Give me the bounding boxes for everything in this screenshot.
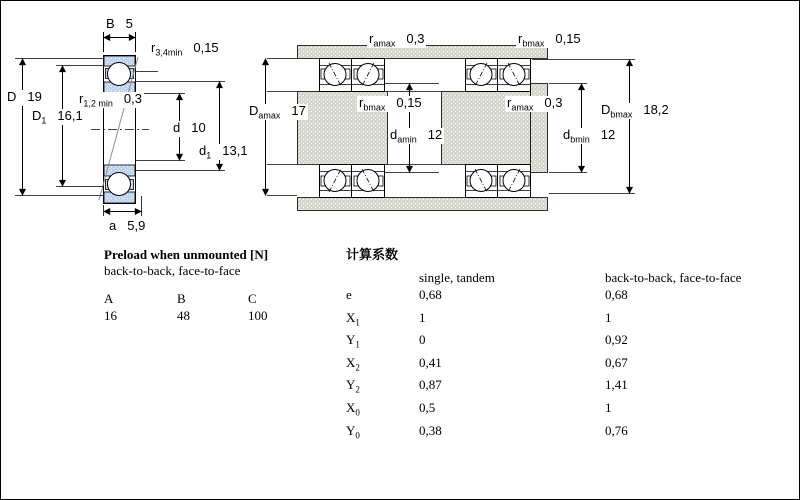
factors-table-title: 计算系数	[346, 247, 399, 262]
factor-value-single: 1	[419, 309, 426, 325]
preload-col-header: A	[104, 291, 114, 306]
calculation-factors-table	[346, 247, 766, 444]
factor-value-single: 0	[419, 332, 426, 348]
dim-label-d1: $d_1$ 13,1	[199, 143, 248, 161]
dim-label-dbmin: $d_{bmin}$ 12	[563, 127, 616, 145]
factor-value-single: 0,38	[419, 422, 442, 438]
preload-value: 100	[248, 308, 268, 323]
factor-value-paired: 1,41	[605, 377, 628, 393]
factor-value-single: 0,87	[419, 377, 442, 393]
dim-label-rbmax-mid: $r_{bmax}$ 0,15	[359, 95, 422, 113]
dim-label-ramax-mid: $r_{amax}$ 0,3	[369, 31, 425, 49]
dim-label-Dbmax: $D_{bmax}$ 18,2	[601, 102, 669, 120]
factors-col-header-paired: back-to-back, face-to-face	[605, 270, 742, 285]
dim-label-Damax: $D_{amax}$ 17	[249, 103, 306, 121]
factor-symbol: $X_1$	[346, 309, 360, 328]
preload-value: 48	[177, 308, 190, 323]
preload-value: 16	[104, 308, 117, 323]
preload-table-title: Preload when unmounted [N]	[104, 247, 269, 262]
factor-symbol: $X_0$	[346, 399, 360, 418]
dim-label-d: d 10	[173, 120, 206, 135]
preload-table-subtitle: back-to-back, face-to-face	[104, 263, 241, 278]
factor-value-paired: 0,67	[605, 354, 628, 370]
dim-label-D1: $D_1$ 16,1	[32, 108, 83, 126]
factor-symbol: $Y_2$	[346, 377, 360, 395]
dim-label-a: a 5,9	[109, 218, 146, 233]
dim-label-B: B 5	[106, 16, 133, 31]
dim-label-r34min: $r_{3,4min}$ 0,15	[151, 40, 219, 58]
dim-label-rbmax-right: $r_{bmax}$ 0,15	[518, 31, 581, 49]
factor-value-paired: 1	[605, 399, 612, 415]
factor-value-single: 0,41	[419, 354, 442, 370]
dim-label-D: D 19	[7, 89, 42, 104]
dim-label-ramax-right: $r_{amax}$ 0,3	[507, 95, 563, 113]
factor-value-single: 0,5	[419, 399, 436, 415]
preload-col-header: C	[248, 291, 257, 306]
factor-value-single: 0,68	[419, 287, 442, 302]
factor-value-paired: 0,92	[605, 332, 628, 348]
factor-value-paired: 0,68	[605, 287, 628, 302]
factor-symbol: $Y_0$	[346, 422, 360, 441]
factor-symbol: e	[346, 287, 352, 302]
factor-symbol: $Y_1$	[346, 332, 360, 350]
factor-value-paired: 0,76	[605, 422, 628, 438]
factor-symbol: $X_2$	[346, 354, 360, 373]
dim-label-damin: $d_{amin}$ 12	[390, 127, 443, 145]
dim-label-r12min: $r_{1,2 min}$ 0,3	[79, 91, 142, 109]
factors-col-header-single: single, tandem	[419, 270, 495, 285]
preload-table	[104, 247, 334, 324]
factor-value-paired: 1	[605, 309, 612, 325]
preload-col-header: B	[177, 291, 186, 306]
